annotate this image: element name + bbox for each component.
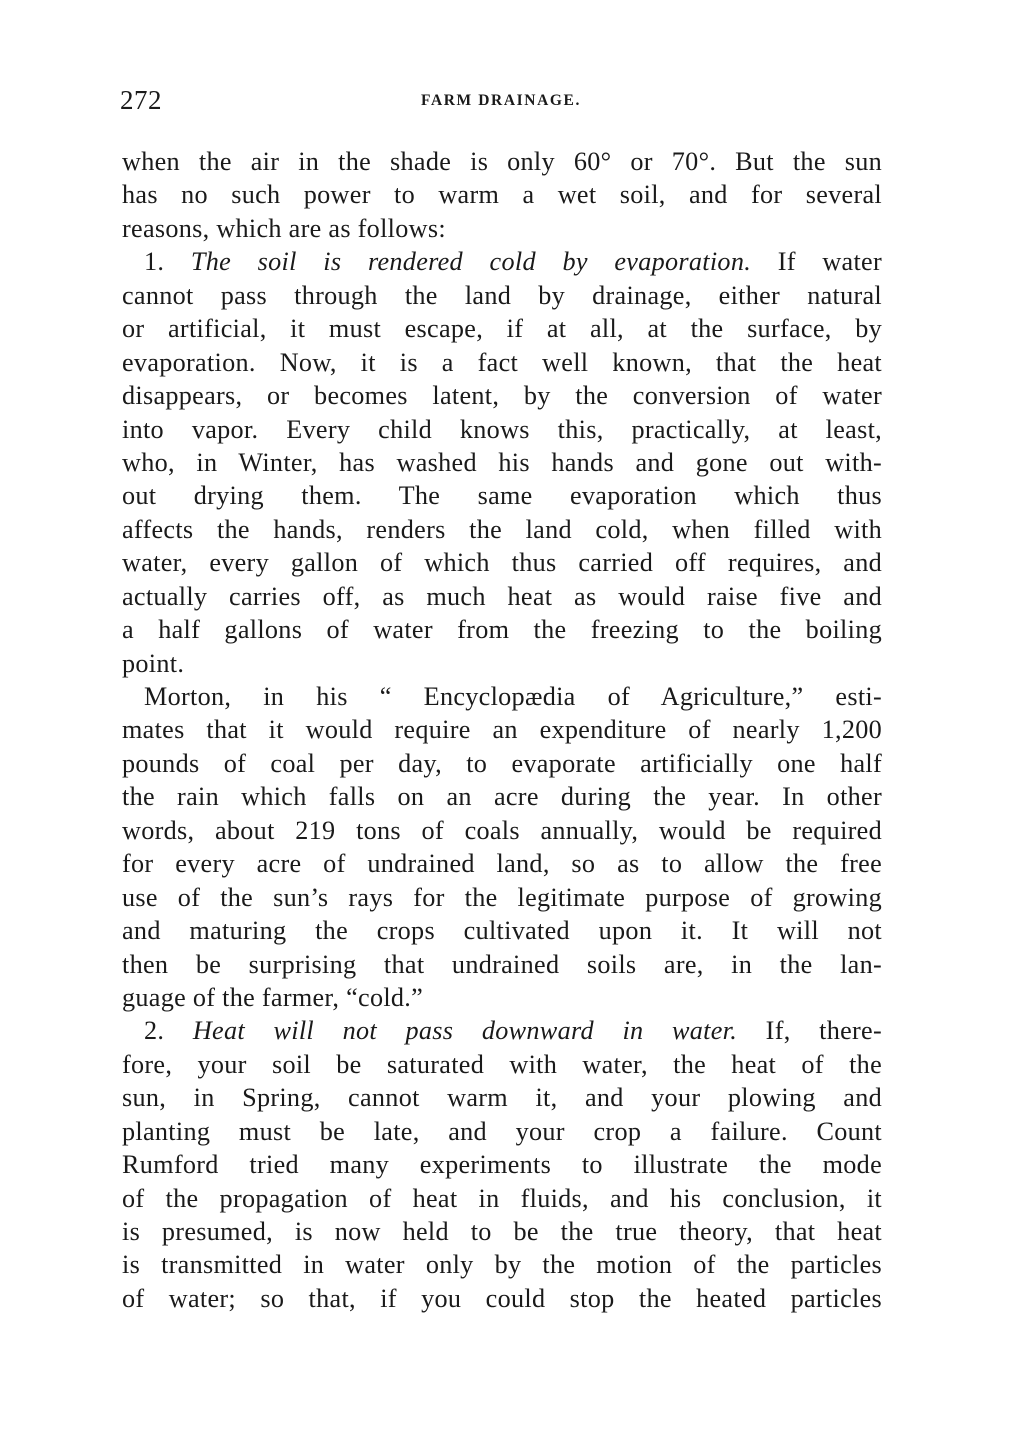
list-number: 2. <box>144 1016 165 1046</box>
text-line: sun, in Spring, cannot warm it, and your plowing and <box>122 1083 882 1113</box>
text-line: or artificial, it must escape, if at all, at the surface, by <box>122 314 882 344</box>
text-line: use of the sun’s rays for the legitimate purpose of growing <box>122 882 882 912</box>
text-line: planting must be late, and your crop a failure. Count <box>122 1116 882 1146</box>
text-line: pounds of coal per day, to evaporate artificially one half <box>122 748 882 778</box>
text-line: the rain which falls on an acre during the year. In other <box>122 782 882 812</box>
text-line: who, in Winter, has washed his hands and gone out with- <box>122 447 882 477</box>
text-line: when the air in the shade is only 60° or 70°. But the sun <box>122 147 882 176</box>
page-number: 272 <box>120 85 162 115</box>
text-line: guage of the farmer, “cold.” <box>122 982 424 1012</box>
line-continuation: If water <box>777 247 882 277</box>
text-line: mates that it would require an expenditure of nearly 1,200 <box>122 715 882 745</box>
text-line: evaporation. Now, it is a fact well known, that the heat <box>122 347 882 377</box>
text-line: and maturing the crops cultivated upon it. It will not <box>122 916 882 946</box>
text-line <box>122 1014 882 1047</box>
italic-heading: The soil is rendered cold by evaporation. <box>190 247 752 277</box>
text-line: a half gallons of water from the freezing to the boiling <box>122 615 882 645</box>
text-line: disappears, or becomes latent, by the conversion of water <box>122 381 882 411</box>
running-head: FARM DRAINAGE. <box>421 92 581 109</box>
text-line: fore, your soil be saturated with water, the heat of the <box>122 1049 882 1079</box>
text-line <box>122 245 882 278</box>
text-line: has no such power to warm a wet soil, and for several <box>122 180 882 210</box>
body-text <box>122 145 882 1315</box>
text-line: out drying them. The same evaporation which thus <box>122 481 882 511</box>
text-line: Morton, in his “ Encyclopædia of Agriculture,” esti- <box>144 682 882 711</box>
text-line: for every acre of undrained land, so as to allow the free <box>122 849 882 879</box>
text-line: into vapor. Every child knows this, practically, at least, <box>122 414 882 444</box>
italic-heading: Heat will not pass downward in water. <box>192 1016 738 1046</box>
text-line: of the propagation of heat in fluids, and his conclusion, it <box>122 1183 882 1213</box>
text-line: Rumford tried many experiments to illustrate the mode <box>122 1150 882 1180</box>
text-line: point. <box>122 648 185 678</box>
text-line: reasons, which are as follows: <box>122 213 446 243</box>
text-line: affects the hands, renders the land cold, when filled with <box>122 514 882 544</box>
text-line: actually carries off, as much heat as would raise five and <box>122 581 882 611</box>
text-line: words, about 219 tons of coals annually, would be required <box>122 815 882 845</box>
list-number: 1. <box>144 247 165 277</box>
line-continuation: If, there- <box>765 1016 882 1046</box>
page-header <box>120 82 882 122</box>
text-line: is presumed, is now held to be the true theory, that heat <box>122 1217 882 1246</box>
text-line: water, every gallon of which thus carried off requires, and <box>122 548 882 578</box>
text-line: of water; so that, if you could stop the heated particles <box>122 1283 882 1313</box>
text-line: cannot pass through the land by drainage, either natural <box>122 280 882 310</box>
text-line: then be surprising that undrained soils are, in the lan- <box>122 949 882 979</box>
text-line: is transmitted in water only by the motion of the particles <box>122 1250 882 1280</box>
